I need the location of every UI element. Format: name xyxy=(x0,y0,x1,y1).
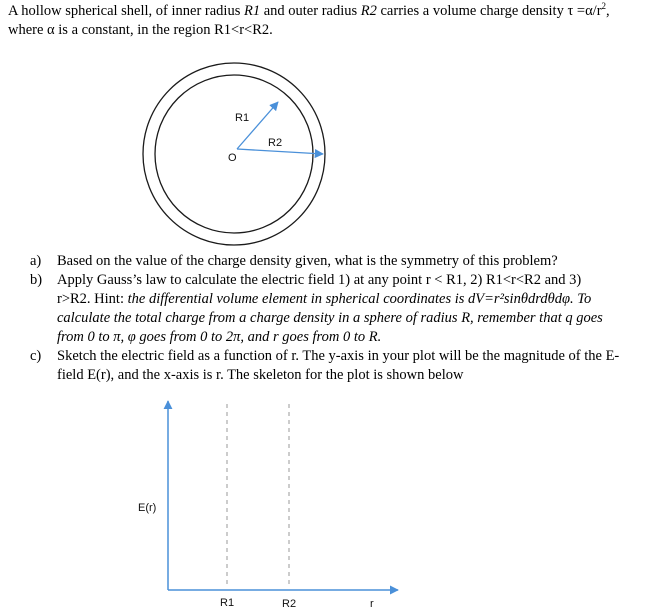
question-b-line-4: from 0 to π, φ goes from 0 to 2π, and r goes from 0 to R. xyxy=(57,329,382,345)
question-body xyxy=(57,347,635,385)
question-b-line-3: calculate the total charge from a charge density in a sphere of radius R, remember that q goes xyxy=(57,310,603,326)
x-tick-r1: R1 xyxy=(220,597,235,608)
exponent: 2 xyxy=(601,1,607,12)
r2-label: R2 xyxy=(268,137,283,149)
question-b-line-2: r>R2. Hint: the differential volume element in spherical coordinates is dV=r²sinθdrdθdφ. To xyxy=(57,291,592,307)
hint-text: the differential volume element in spherical coordinates is dV=r²sinθdrdθdφ. To xyxy=(127,291,592,307)
intro-line-1: A hollow spherical shell, of inner radius R1 and outer radius R2 carries a volume charge density $\tau =\alpha/r^2$, xyxy=(8,1,610,19)
question-text: Based on the value of the charge density given, what is the symmetry of this problem? xyxy=(57,253,558,269)
question-b xyxy=(30,271,635,347)
x-tick-r2: R2 xyxy=(282,598,297,608)
question-list xyxy=(30,252,635,385)
x-axis-label: r xyxy=(370,598,374,608)
intro-line-2: where α is a constant, in the region R1<r<R2. xyxy=(8,22,273,38)
question-c xyxy=(30,347,635,385)
r1-label: R1 xyxy=(235,112,250,124)
r2-arrow xyxy=(237,149,323,154)
question-a xyxy=(30,252,635,271)
question-b-line-1: Apply Gauss’s law to calculate the electric field 1) at any point r < R1, 2) R1<r<R2 and 3) xyxy=(57,272,582,288)
inner-radius-symbol: R1 xyxy=(243,3,261,19)
outer-radius-symbol: R2 xyxy=(360,3,377,19)
question-c-line-1: Sketch the electric field as a function of r. The y-axis in your plot will be the magnitude of the E- xyxy=(57,348,620,364)
origin-label: O xyxy=(228,152,237,164)
question-marker: a) xyxy=(30,253,42,269)
question-body xyxy=(57,271,635,347)
shell-diagram xyxy=(0,0,653,250)
y-axis-label: E(r) xyxy=(138,502,157,514)
question-marker: c) xyxy=(30,348,42,364)
question-c-line-2: field E(r), and the x-axis is r. The skeleton for the plot is shown below xyxy=(57,367,464,383)
question-marker: b) xyxy=(30,272,43,288)
